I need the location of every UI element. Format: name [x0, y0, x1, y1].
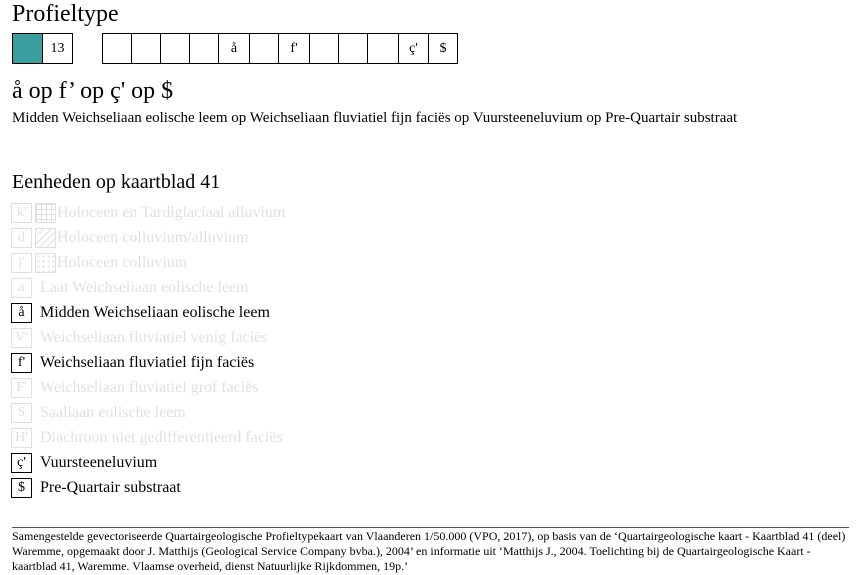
profile-count: 13 [42, 33, 73, 64]
profile-layer-cell: $ [428, 33, 458, 64]
profile-layer-cell: ç' [398, 33, 429, 64]
unit-code-badge: d [11, 228, 32, 248]
unit-label: Midden Weichseliaan eolische leem [40, 303, 270, 321]
unit-item [11, 301, 270, 324]
unit-code-badge: H' [11, 428, 32, 448]
units-title: Eenheden op kaartblad 41 [12, 171, 221, 193]
grid-pattern-icon [35, 203, 56, 223]
unit-item [11, 376, 259, 399]
unit-item [11, 351, 254, 374]
unit-code-badge: j' [11, 253, 32, 273]
unit-item [11, 451, 157, 474]
unit-item [11, 476, 181, 499]
profile-layer-cell [102, 33, 132, 64]
unit-label: Saaliaan eolische leem [40, 403, 186, 421]
unit-item [11, 326, 268, 349]
unit-label: Weichseliaan fluviatiel fijn faciës [40, 353, 255, 371]
unit-label: Holoceen en Tardiglaciaal alluvium [57, 203, 286, 221]
unit-item [11, 226, 249, 249]
unit-code-badge: V' [11, 328, 32, 348]
profile-description: Midden Weichseliaan eolische leem op Weichseliaan fluviatiel fijn faciës op Vuursteeneluvium op Pre-Quartair substraat [12, 110, 738, 126]
unit-code-badge: ç' [11, 453, 32, 473]
dot-pattern-icon [35, 253, 56, 273]
profile-layer-cell [309, 33, 339, 64]
profile-layer-cell [189, 33, 219, 64]
unit-code-badge: a [11, 278, 32, 298]
profile-color-swatch [12, 33, 43, 64]
unit-code-badge: k' [11, 203, 32, 223]
source-citation: Samengestelde gevectoriseerde Quartairgeologische Profieltypekaart van Vlaanderen 1/50.000 (VPO, 2017), op basis van de ‘Quartairgeologische kaart - Kaartblad 41 (deel) Waremme, opgemaakt door J. Matthijs (Geological Service Company bvba.), 2004’ en informatie uit ‘Matthijs J., 2004. Toelichting bij de Quartairgeologische Kaart - kaartblad 41, Waremme. Vlaamse overheid, dienst Natuurlijke Rijkdommen, 19p.’ [12, 529, 846, 573]
unit-label: Pre-Quartair substraat [40, 478, 181, 496]
unit-code-badge: S [11, 403, 32, 423]
profile-layer-cell [367, 33, 399, 64]
profile-layer-cell [338, 33, 368, 64]
unit-code-badge: f' [11, 353, 32, 373]
unit-item [11, 251, 187, 274]
unit-code-badge: $ [11, 478, 32, 498]
unit-label: Weichseliaan fluviatiel venig faciës [40, 328, 268, 346]
unit-item [11, 276, 249, 299]
profile-layer-cell [249, 33, 279, 64]
unit-item [11, 401, 186, 424]
unit-code-badge: F' [11, 378, 32, 398]
footer-divider [12, 527, 849, 528]
profile-layer-cell [160, 33, 190, 64]
unit-label: Laat Weichseliaan eolische leem [40, 278, 249, 296]
diagonal-hatch-pattern-icon [35, 228, 56, 248]
unit-label: Holoceen colluvium [57, 253, 188, 271]
profile-layer-cell: f' [278, 33, 310, 64]
profile-layer-cell [131, 33, 161, 64]
unit-code-badge: å [11, 303, 32, 323]
unit-label: Diachroon niet gedifferentieerd faciës [40, 428, 283, 446]
unit-item [11, 426, 283, 449]
unit-item [11, 201, 285, 224]
page-title: Profieltype [12, 1, 119, 27]
unit-label: Holoceen colluvium/alluvium [57, 228, 249, 246]
unit-label: Weichseliaan fluviatiel grof faciës [40, 378, 259, 396]
profile-layer-cell: å [218, 33, 250, 64]
profile-formula: å op f’ op ç' op $ [12, 78, 174, 104]
unit-label: Vuursteeneluvium [40, 453, 158, 471]
